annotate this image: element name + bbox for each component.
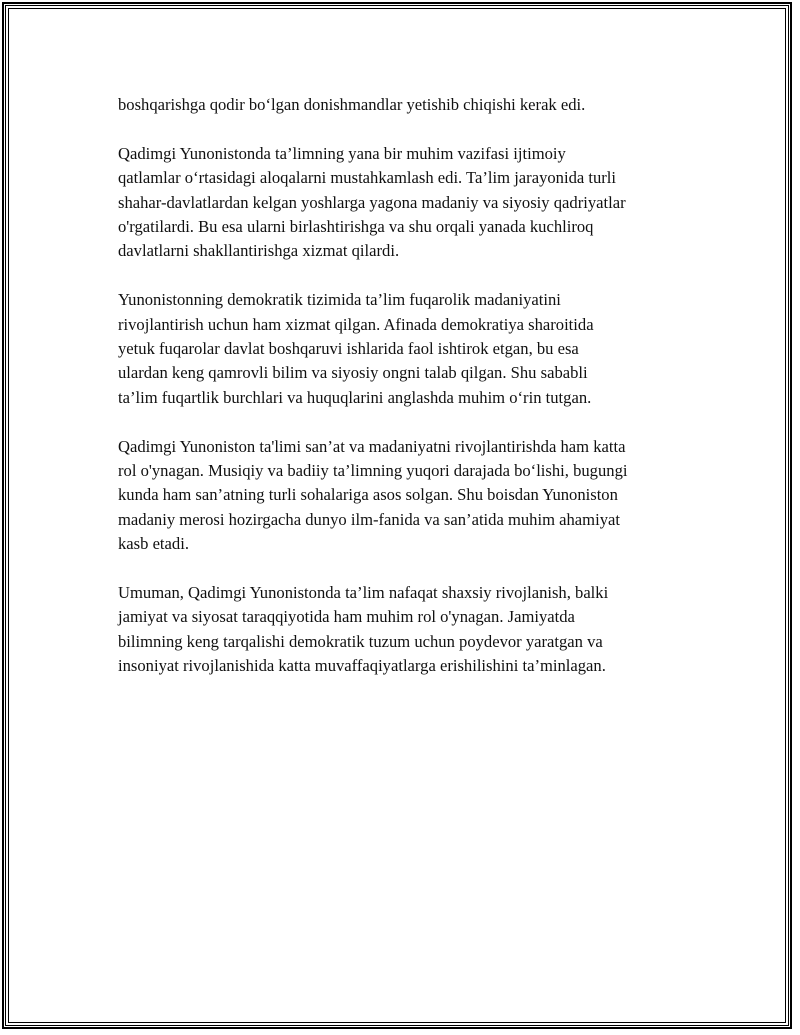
text-line: o'rgatilardi. Bu esa ularni birlashtirishga va shu orqali yanada kuchliroq [118,217,594,237]
paragraph-3 [118,288,698,410]
text-line: ta’lim fuqartlik burchlari va huquqlarini anglashda muhim o‘rin tutgan. [118,387,592,407]
text-line: kunda ham san’atning turli sohalariga asos solgan. Shu boisdan Yunoniston [118,485,618,505]
text-line: insoniyat rivojlanishida katta muvaffaqiyatlarga erishilishini ta’minlagan. [118,656,606,676]
text-line: jamiyat va siyosat taraqqiyotida ham muhim rol o'ynagan. Jamiyatda [118,607,575,627]
text-line: Qadimgi Yunonistonda ta’limning yana bir muhim vazifasi ijtimoiy [118,143,566,163]
document-body [118,93,698,703]
text-line: rivojlantirish uchun ham xizmat qilgan. Afinada demokratiya sharoitida [118,314,594,334]
text-line: shahar-davlatlardan kelgan yoshlarga yagona madaniy va siyosiy qadriyatlar [118,192,626,212]
paragraph-2 [118,142,698,264]
paragraph-1 [118,93,698,117]
text-line: madaniy merosi hozirgacha dunyo ilm-fanida va san’atida muhim ahamiyat [118,509,620,529]
text-line: yetuk fuqarolar davlat boshqaruvi ishlarida faol ishtirok etgan, bu esa [118,339,579,359]
paragraph-4 [118,435,698,557]
text-line: davlatlarni shakllantirishga xizmat qilardi. [118,241,400,261]
text-line: Umuman, Qadimgi Yunonistonda ta’lim nafaqat shaxsiy rivojlanish, balki [118,583,609,603]
text-line: boshqarishga qodir bo‘lgan donishmandlar yetishib chiqishi kerak edi. [118,95,586,114]
text-line: Yunonistonning demokratik tizimida ta’lim fuqarolik madaniyatini [118,290,561,310]
text-line: ulardan keng qamrovli bilim va siyosiy ongni talab qilgan. Shu sababli [118,363,588,383]
text-line: bilimning keng tarqalishi demokratik tuzum uchun poydevor yaratgan va [118,631,603,651]
text-line: rol o'ynagan. Musiqiy va badiiy ta’limning yuqori darajada bo‘lishi, bugungi [118,461,628,481]
text-line: kasb etadi. [118,534,189,554]
text-line: qatlamlar o‘rtasidagi aloqalarni mustahkamlash edi. Ta’lim jarayonida turli [118,168,617,188]
paragraph-5 [118,581,698,679]
text-line: Qadimgi Yunoniston ta'limi san’at va madaniyatni rivojlantirishda ham katta [118,436,626,456]
